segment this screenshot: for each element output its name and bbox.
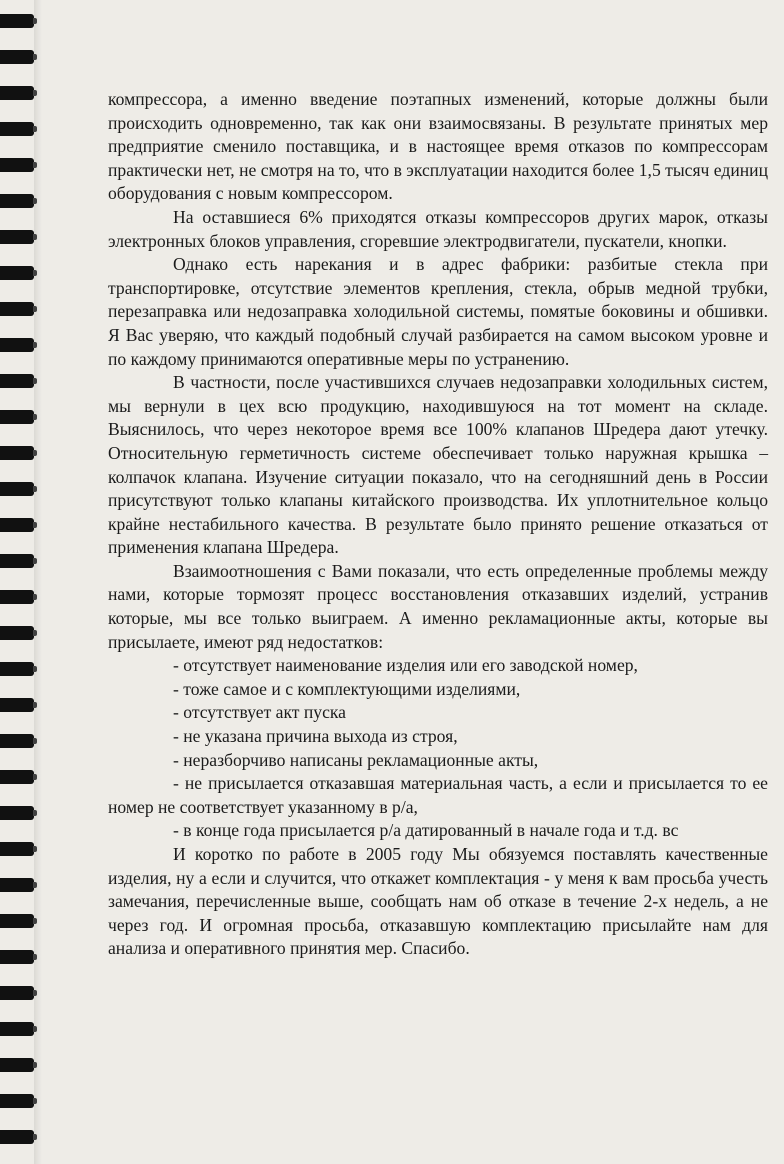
binding-hole [0, 158, 34, 172]
binding-hole [0, 446, 34, 460]
binding-hole [0, 338, 34, 352]
binding-hole [0, 302, 34, 316]
binding-hole [0, 806, 34, 820]
binding-hole [0, 626, 34, 640]
binding-hole [0, 266, 34, 280]
binding-hole [0, 194, 34, 208]
binding-hole [0, 374, 34, 388]
binding-hole [0, 662, 34, 676]
binding-hole [0, 554, 34, 568]
binding-hole [0, 734, 34, 748]
binding-hole [0, 590, 34, 604]
list-item: - тоже самое и с комплектующими изделиями, [173, 678, 521, 699]
binding-hole [0, 122, 34, 136]
binding-hole [0, 1130, 34, 1144]
paragraph-schrader-valves: В частности, после участившихся случаев недозаправки холодильных систем, мы вернули в цех всю продукцию, находившуюся на тот момент на складе. Выяснилось, что через некоторое время все 100% клапанов Шредера дают утечку. Относительную герметичность системе обеспечивает только наружная крышка – колпачок клапана. Изучение ситуации показало, что на сегодняшний день в России присутствуют только клапаны китайского производства. Их уплотнительное кольцо крайне нестабильного качества. В результате было принято решение отказаться от применения клапана Шредера. [108, 372, 768, 558]
binding-hole [0, 1058, 34, 1072]
binding-hole [0, 518, 34, 532]
list-item: - отсутствует наименование изделия или его заводской номер, [173, 655, 638, 676]
binding-hole [0, 50, 34, 64]
binding-hole [0, 230, 34, 244]
binding-hole [0, 914, 34, 928]
paragraph-compressor: компрессора, а именно введение поэтапных изменений, которые должны были происходить одновременно, так как они взаимосвязаны. В результате принятых мер предприятие сменило поставщика, и в настоящее время отказов по компрессорам практически нет, не смотря на то, что в эксплуатации находится более 1,5 тысяч единиц оборудования с новым компрессором. [108, 89, 768, 204]
binding-hole [0, 1022, 34, 1036]
list-item: - не присылается отказавшая материальная часть, а если и присылается то ее номер не соответствует указанному в р/а, [108, 773, 768, 817]
binding-hole [0, 1094, 34, 1108]
binding-hole [0, 986, 34, 1000]
paragraph-factory-complaints: Однако есть нарекания и в адрес фабрики: разбитые стекла при транспортировке, отсутствие элементов крепления, стекла, обрыв медной трубки, перезаправка или недозаправка холодильной системы, помятые боковины и обшивки. Я Вас уверяю, что каждый подобный случай разбирается на самом высоком уровне и по каждому принимаются оперативные меры по устранению. [108, 254, 768, 369]
binding-hole [0, 950, 34, 964]
list-item: - не указана причина выхода из строя, [173, 726, 458, 747]
list-item: - неразборчиво написаны рекламационные акты, [173, 749, 539, 770]
binding-hole [0, 770, 34, 784]
binding-hole [0, 14, 34, 28]
list-item: - отсутствует акт пуска [173, 702, 346, 723]
paragraph-closing: И коротко по работе в 2005 году Мы обязуемся поставлять качественные изделия, ну а если и случится, что откажет комплектация - у меня к вам просьба учесть замечания, перечисленные выше, сообщать нам об отказе в течение 2-х недель, а не через год. И огромная просьба, отказавшую комплектацию присылайте нам для анализа и оперативного принятия мер. Спасибо. [108, 844, 768, 959]
binding-hole [0, 842, 34, 856]
binding-hole [0, 482, 34, 496]
list-item: - в конце года присылается р/а датированный в начале года и т.д. вс [173, 820, 679, 841]
page-edge-shadow [34, 0, 42, 1164]
binding-hole [0, 410, 34, 424]
binding-hole [0, 86, 34, 100]
binding-hole [0, 878, 34, 892]
binding-hole [0, 698, 34, 712]
paragraph-relations: Взаимоотношения с Вами показали, что есть определенные проблемы между нами, которые тормозят процесс восстановления отказавших изделий, устранив которые, мы все только выиграем. А именно рекламационные акты, которые вы присылаете, имеют ряд недостатков: [108, 560, 768, 652]
document-body [108, 88, 768, 961]
paragraph-other-failures: На оставшиеся 6% приходятся отказы компрессоров других марок, отказы электронных блоков управления, сгоревшие электродвигатели, пускатели, кнопки. [108, 206, 768, 251]
